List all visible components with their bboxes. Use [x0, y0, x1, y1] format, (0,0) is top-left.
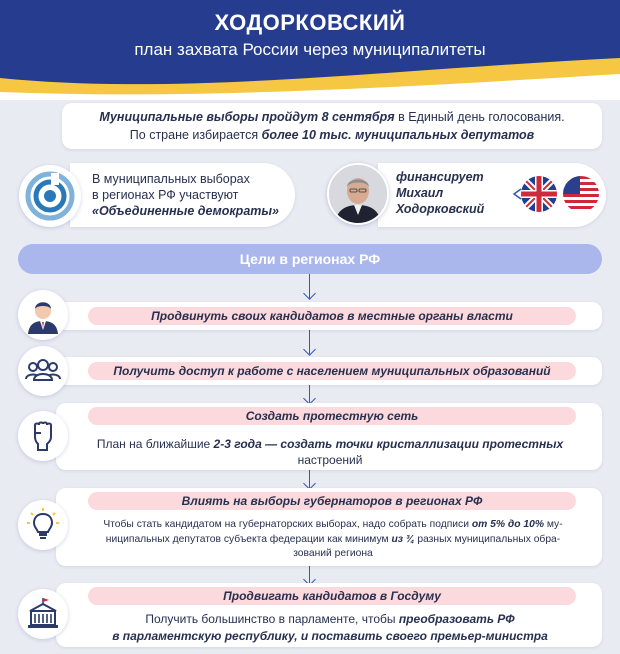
- goal-desc-4-g: зований региона: [293, 548, 373, 559]
- raised-fist-icon: [18, 411, 68, 461]
- goal-label-1: Продвинуть своих кандидатов в местные органы власти: [88, 307, 576, 325]
- goal-desc-5-b: преобразовать РФ: [398, 612, 515, 626]
- page-title: ХОДОРКОВСКИЙ: [214, 10, 406, 35]
- funder-first-name: Михаил: [396, 186, 444, 200]
- goal-desc-4-percent: от 5% до 10%: [471, 519, 544, 530]
- intro-line-1: [62, 108, 602, 126]
- goal-label-4: Влиять на выборы губернаторов в регионах РФ: [88, 492, 576, 510]
- us-flag-icon: [563, 176, 599, 212]
- party-card: [70, 163, 295, 227]
- arrow-down-icon: [303, 343, 316, 356]
- lightbulb-icon: [18, 500, 68, 550]
- businessman-icon: [18, 290, 68, 340]
- intro-line1-rest: в Единый день голосования.: [394, 110, 565, 124]
- party-logo-icon: [19, 165, 81, 227]
- goal-desc-4-a: Чтобы стать кандидатом на губернаторских выборах, надо собрать подписи: [103, 519, 472, 530]
- party-line-2: в регионах РФ участвуют: [92, 188, 239, 202]
- goals-section-title: Цели в регионах РФ: [18, 244, 602, 274]
- goal-desc-5: [80, 611, 580, 645]
- goal-desc-4-d: ниципальных депутатов субъекта федерации как минимум: [105, 533, 392, 545]
- goal-desc-3-bold: 2-3 года — создать точки кристаллизации протестных: [213, 437, 564, 451]
- goal-desc-3: [80, 436, 580, 468]
- page-subtitle: план захвата России через муниципалитеты: [134, 40, 486, 59]
- portrait-photo: [327, 163, 389, 225]
- funder-verb: финансирует: [396, 170, 484, 184]
- party-line-1: В муниципальных выборах: [92, 172, 250, 186]
- goal-desc-4-c: му-: [544, 519, 563, 530]
- header-banner: [0, 0, 620, 100]
- goal-desc-5-a: Получить большинство в парламенте, чтобы: [145, 612, 399, 626]
- intro-card: [62, 103, 602, 149]
- uk-flag-icon: [521, 176, 557, 212]
- intro-deputies-count: более 10 тыс. муниципальных депутатов: [261, 128, 535, 142]
- goal-desc-3-start: План на ближайшие: [96, 437, 214, 451]
- goal-desc-4-fraction: из ¾: [391, 533, 415, 545]
- parliament-building-icon: [18, 589, 68, 639]
- goal-label-2: Получить доступ к работе с населением муниципальных образований: [88, 362, 576, 380]
- goal-desc-5-c: в парламентскую республику, и поставить своего премьер-министра: [112, 629, 548, 643]
- intro-line2-start: По стране избирается: [129, 128, 262, 142]
- intro-date-text: Муниципальные выборы пройдут 8 сентября: [99, 110, 395, 124]
- goal-label-3: Создать протестную сеть: [88, 407, 576, 425]
- intro-line-2: [62, 126, 602, 144]
- people-group-icon: [18, 346, 68, 396]
- goal-label-5: Продвигать кандидатов в Госдуму: [88, 587, 576, 605]
- goal-desc-4: [80, 518, 586, 562]
- goal-desc-4-f: разных муниципальных обра-: [414, 533, 561, 545]
- arrow-down-icon: [303, 287, 316, 300]
- party-name: «Объединенные демократы»: [92, 204, 280, 218]
- goal-desc-3-end: настроений: [297, 453, 363, 467]
- funder-last-name: Ходорковский: [396, 202, 485, 216]
